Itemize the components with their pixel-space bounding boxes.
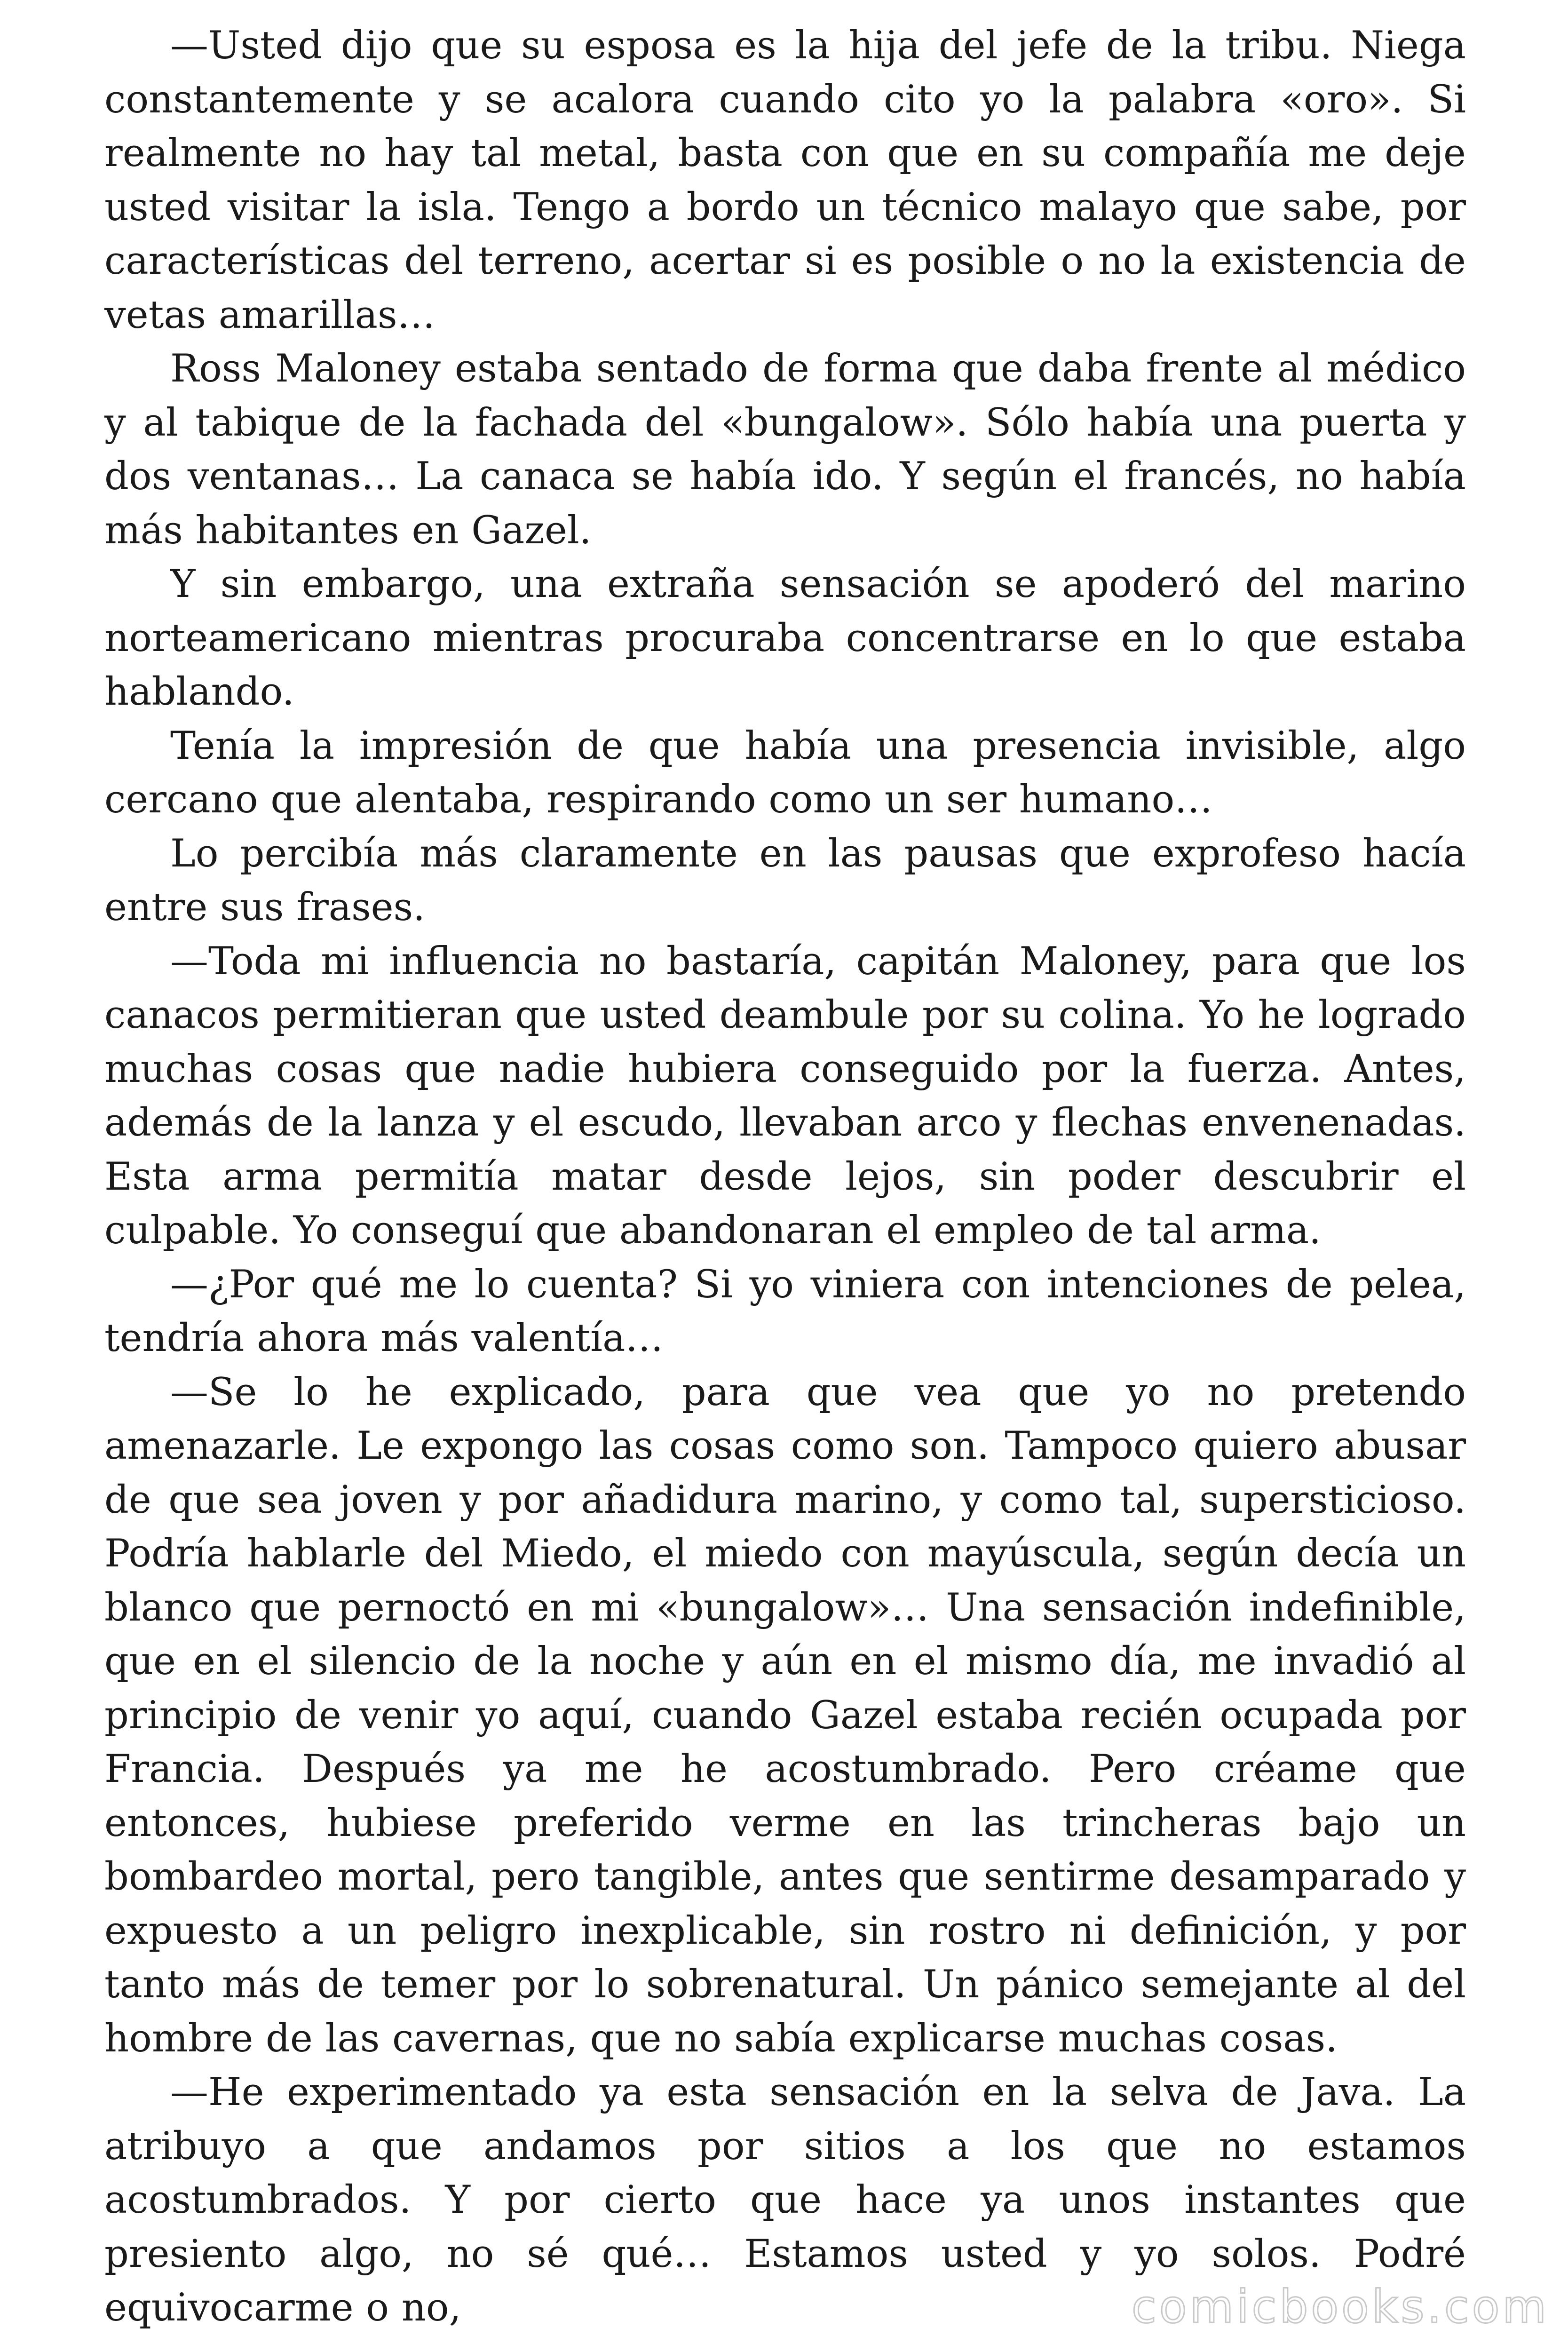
watermark: comicbooks.com [1131,2280,1549,2333]
paragraph-5: Lo percibía más claramente en las pausas que exprofeso hacía entre sus frases. [104,831,1466,930]
paragraph-6: —Toda mi influencia no bastaría, capitán Maloney, para que los canacos permitieran que usted deambule por su colina. Yo he logrado muchas cosas que nadie hubiera conseguido por la fuerza. Antes, además de la lanza y el escudo, llevaban arco y flechas envenenadas. Esta arma permitía matar desde lejos, sin poder descubrir el culpable. Yo conseguí que abandonaran el empleo de tal arma. [104,939,1466,1253]
paragraph-7: —¿Por qué me lo cuenta? Si yo viniera con intenciones de pelea, tendría ahora más valentía… [104,1262,1466,1360]
paragraph-3: Y sin embargo, una extraña sensación se apoderó del marino norteamericano mientras procuraba concentrarse en lo que estaba hablando. [104,562,1466,714]
paragraph-8: —Se lo he explicado, para que vea que yo no pretendo amenazarle. Le expongo las cosas como son. Tampoco quiero abusar de que sea joven y por añadidura marino, y como tal, supersticioso. Podría hablarle del Miedo, el miedo con mayúscula, según decía un blanco que pernoctó en mi «bungalow»… Una sensación indefinible, que en el silencio de la noche y aún en el mismo día, me invadió al principio de venir yo aquí, cuando Gazel estaba recién ocupada por Francia. Después ya me he acostumbrado. Pero créame que entonces, hubiese preferido verme en las trincheras bajo un bombardeo mortal, pero tangible, antes que sentirme desamparado y expuesto a un peligro inexplicable, sin rostro ni definición, y por tanto más de temer por lo sobrenatural. Un pánico semejante al del hombre de las cavernas, que no sabía explicarse muchas cosas. [104,1370,1466,2061]
paragraph-1: —Usted dijo que su esposa es la hija del jefe de la tribu. Niega constantemente y se acalora cuando cito yo la palabra «oro». Si realmente no hay tal metal, basta con que en su compañía me deje usted visitar la isla. Tengo a bordo un técnico malayo que sabe, por características del terreno, acertar si es posible o no la existencia de vetas amarillas… [104,24,1466,337]
paragraph-2: Ross Maloney estaba sentado de forma que daba frente al médico y al tabique de la fachada del «bungalow». Sólo había una puerta y dos ventanas… La canaca se había ido. Y según el francés, no había más habitantes en Gazel. [104,347,1466,553]
paragraph-9: —He experimentado ya esta sensación en la selva de Java. La atribuyo a que andamos por sitios a los que no estamos acostumbrados. Y por cierto que hace ya unos instantes que presiento algo, no sé qué… Estamos usted y yo solos. Podré equivocarme o no, [104,2070,1466,2330]
paragraph-4: Tenía la impresión de que había una presencia invisible, algo cercano que alentaba, respirando como un ser humano… [104,723,1466,822]
